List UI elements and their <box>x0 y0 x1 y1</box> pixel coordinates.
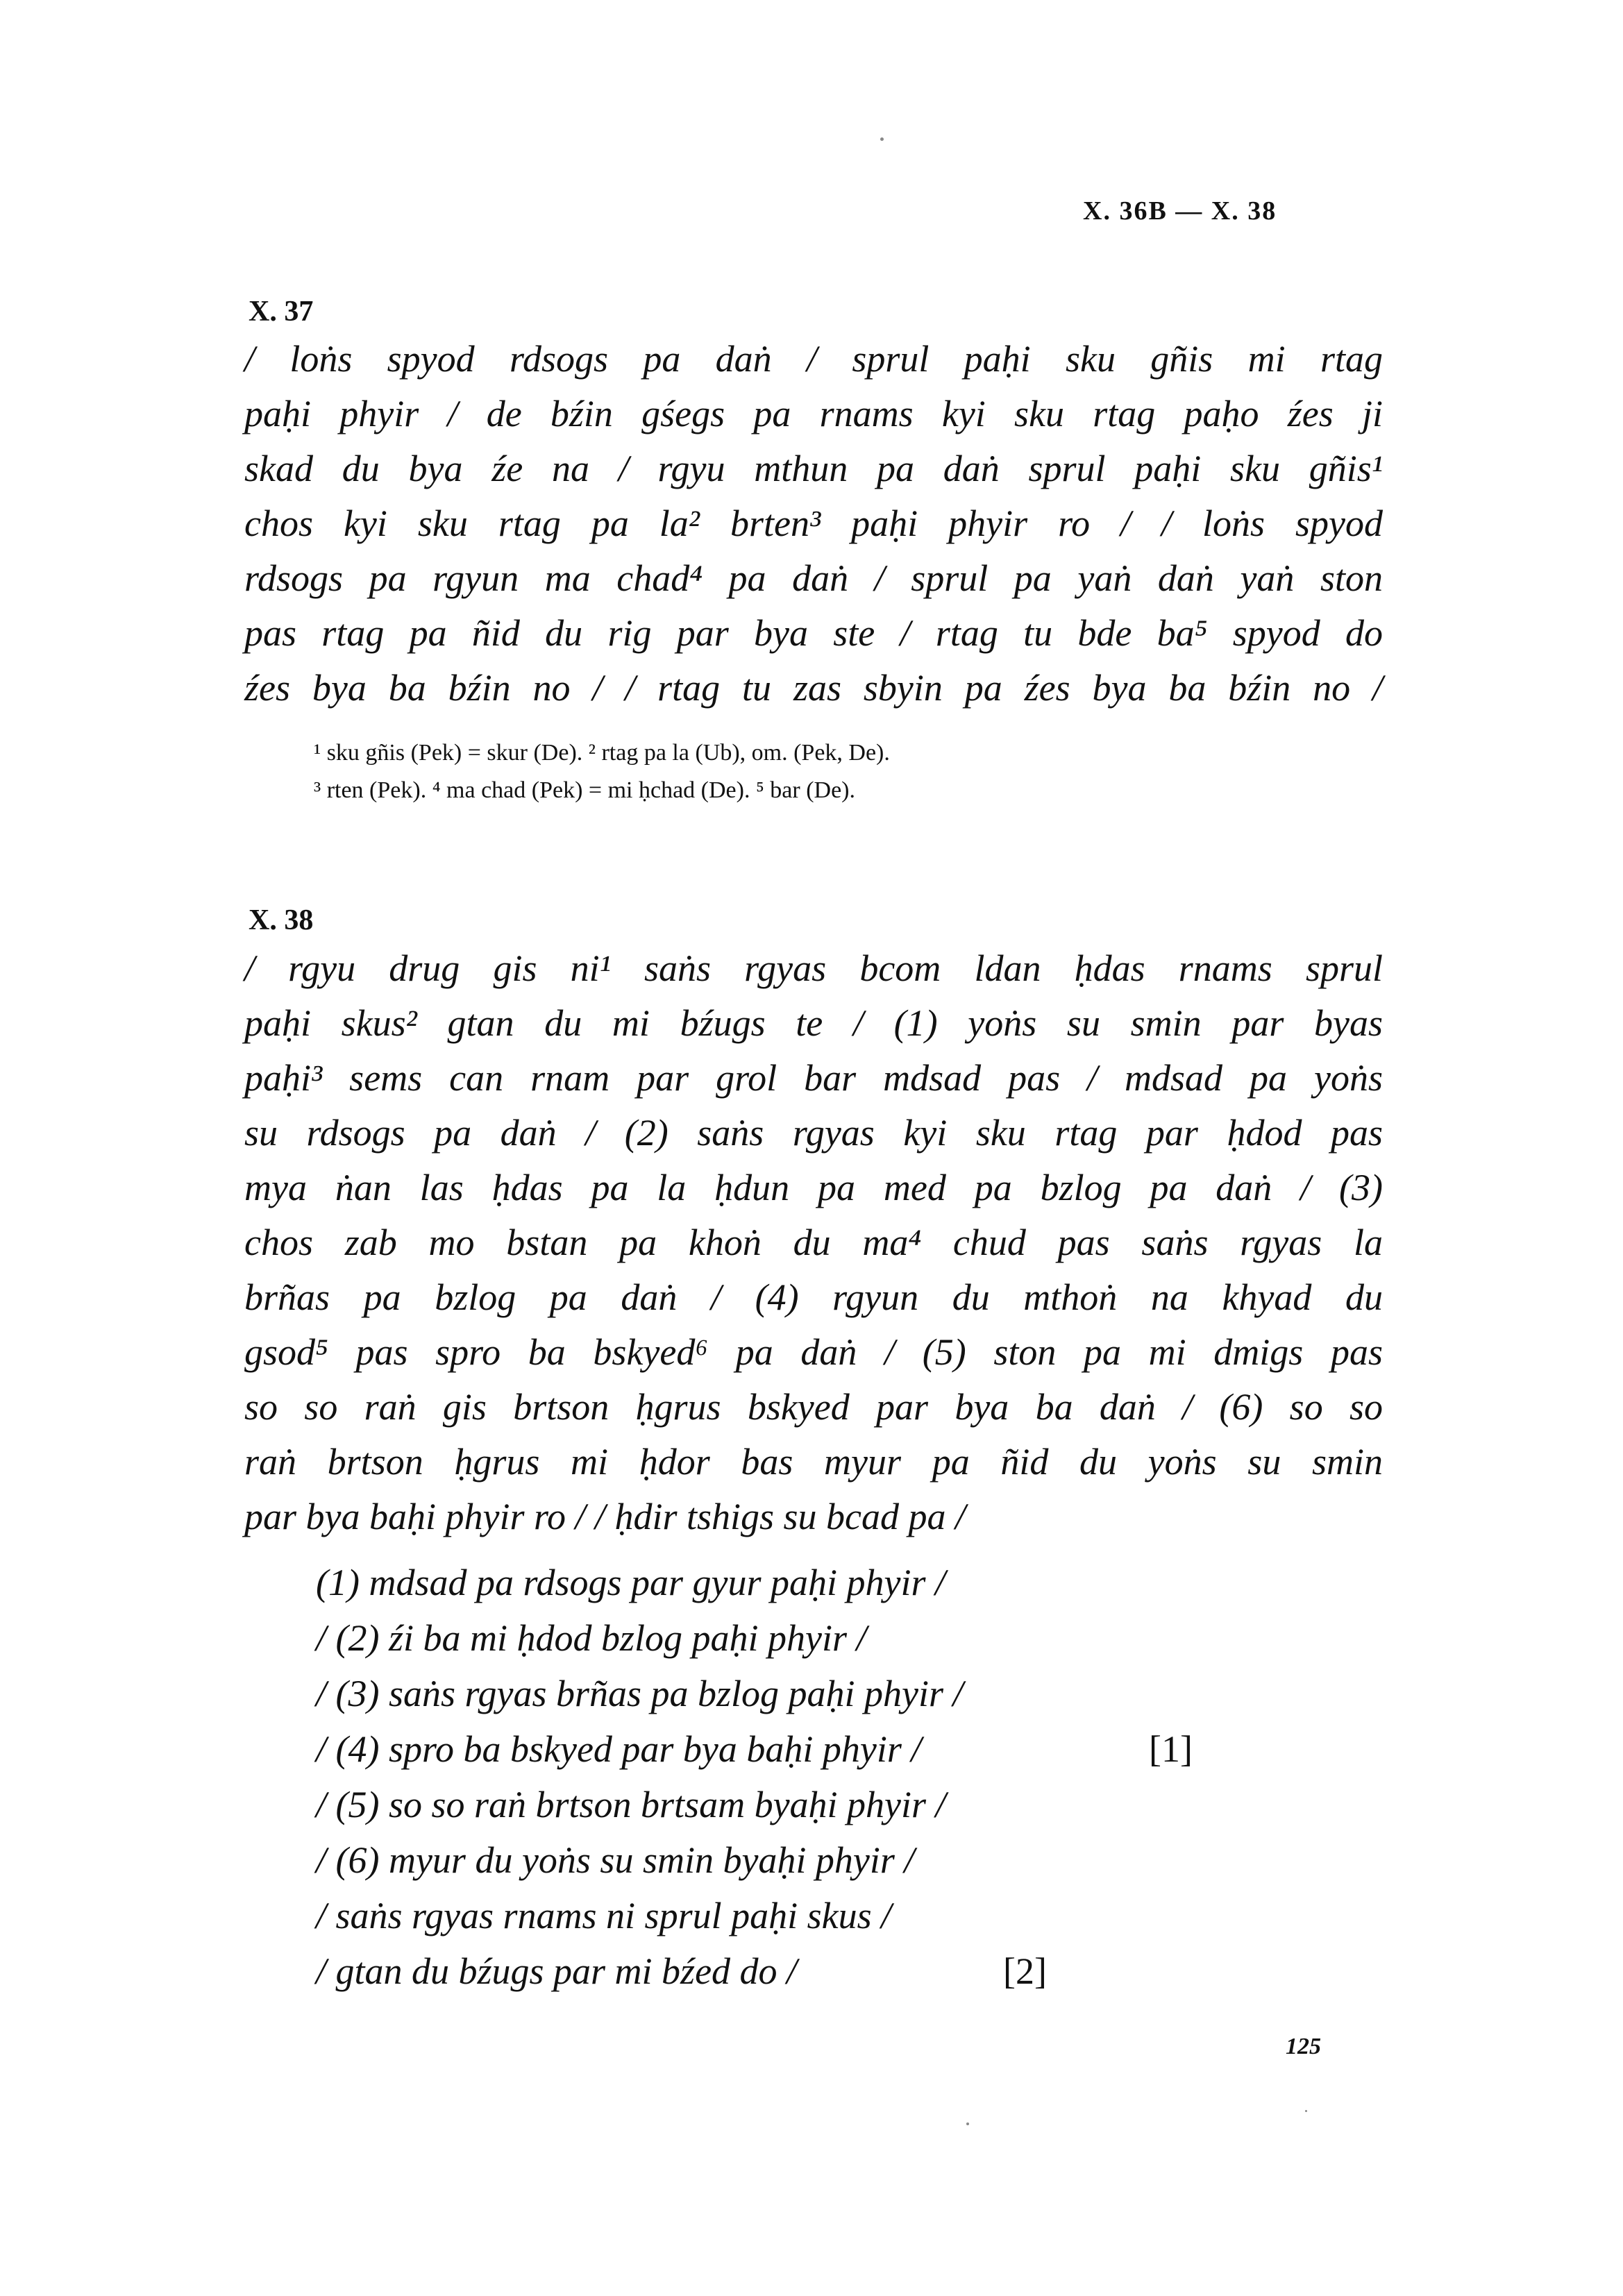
verse-text: / (6) myur du yoṅs su smin byaḥi phyir / <box>316 1839 915 1881</box>
text-line: chos zab mo bstan pa khoṅ du ma⁴ chud pas saṅs rgyas la <box>244 1222 1383 1263</box>
text-line: brñas pa bzlog pa daṅ / (4) rgyun du mthoṅ na khyad du <box>244 1276 1383 1318</box>
verse-text: / (3) saṅs rgyas brñas pa bzlog paḥi phyir / <box>316 1673 964 1714</box>
running-head: X. 36B — X. 38 <box>1083 196 1277 226</box>
verse-line <box>316 1721 1288 1777</box>
text-line: / loṅs spyod rdsogs pa daṅ / sprul paḥi sku gñis mi rtag <box>244 338 1383 380</box>
section-x37-text <box>244 332 1383 716</box>
footnote-line: ¹ sku gñis (Pek) = skur (De). ² rtag pa la (Ub), om. (Pek, De). <box>314 740 890 766</box>
text-line: raṅ brtson ḥgrus mi ḥdor bas myur pa ñid du yoṅs su smin <box>244 1441 1383 1483</box>
section-x37-footnotes <box>314 734 1397 809</box>
text-line: pas rtag pa ñid du rig par bya ste / rtag tu bde ba⁵ spyod do <box>244 612 1383 654</box>
verse-text: / (4) spro ba bskyed par bya baḥi phyir / <box>316 1728 922 1770</box>
section-x38-text <box>244 941 1383 1544</box>
verse-marker: [2] <box>1003 1950 1047 1992</box>
text-line: paḥi³ sems can rnam par grol bar mdsad pas / mdsad pa yoṅs <box>244 1057 1383 1099</box>
verse-text: / gtan du bźugs par mi bźed do / <box>316 1950 798 1992</box>
section-heading-x37: X. 37 <box>249 296 314 328</box>
verse-text: / (5) so so raṅ brtson brtsam byaḥi phyir / <box>316 1784 946 1825</box>
text-line: gsod⁵ pas spro ba bskyed⁶ pa daṅ / (5) ston pa mi dmigs pas <box>244 1331 1383 1373</box>
verse-line <box>316 1777 1288 1832</box>
verse-text: (1) mdsad pa rdsogs par gyur paḥi phyir / <box>316 1562 946 1603</box>
text-line: paḥi skus² gtan du mi bźugs te / (1) yoṅs su smin par byas <box>244 1002 1383 1044</box>
verse-line <box>316 1666 1288 1721</box>
page-number: 125 <box>1286 2034 1321 2059</box>
paper-speck <box>1305 2110 1307 2112</box>
section-heading-x38: X. 38 <box>249 904 314 936</box>
text-line: paḥi phyir / de bźin gśegs pa rnams kyi sku rtag paḥo źes ji <box>244 393 1383 434</box>
verse-line <box>316 1832 1288 1888</box>
verse-line <box>316 1610 1288 1666</box>
verse-marker: [1] <box>1149 1728 1193 1770</box>
verse-line <box>316 1943 1288 1999</box>
verse-block <box>316 1555 1288 1999</box>
text-line: chos kyi sku rtag pa la² brten³ paḥi phyir ro / / loṅs spyod <box>244 503 1383 544</box>
verse-line <box>316 1555 1288 1610</box>
text-line: skad du bya źe na / rgyu mthun pa daṅ sprul paḥi sku gñis¹ <box>244 448 1383 489</box>
text-line: rdsogs pa rgyun ma chad⁴ pa daṅ / sprul pa yaṅ daṅ yaṅ ston <box>244 557 1383 599</box>
text-line: mya ṅan las ḥdas pa la ḥdun pa med pa bzlog pa daṅ / (3) <box>244 1167 1383 1208</box>
verse-line <box>316 1888 1288 1943</box>
text-line: źes bya ba bźin no / / rtag tu zas sbyin pa źes bya ba bźin no / <box>244 667 1383 709</box>
footnote-line: ³ rten (Pek). ⁴ ma chad (Pek) = mi ḥchad (De). ⁵ bar (De). <box>314 777 856 803</box>
verse-text: / saṅs rgyas rnams ni sprul paḥi skus / <box>316 1895 892 1936</box>
text-line: su rdsogs pa daṅ / (2) saṅs rgyas kyi sku rtag par ḥdod pas <box>244 1112 1383 1154</box>
text-line: par bya baḥi phyir ro / / ḥdir tshigs su bcad pa / <box>244 1496 966 1537</box>
text-line: / rgyu drug gis ni¹ saṅs rgyas bcom ldan ḥdas rnams sprul <box>244 947 1383 989</box>
paper-speck <box>966 2122 969 2125</box>
text-line: so so raṅ gis brtson ḥgrus bskyed par bya ba daṅ / (6) so so <box>244 1386 1383 1428</box>
verse-text: / (2) źi ba mi ḥdod bzlog paḥi phyir / <box>316 1617 867 1659</box>
paper-speck <box>880 137 884 141</box>
